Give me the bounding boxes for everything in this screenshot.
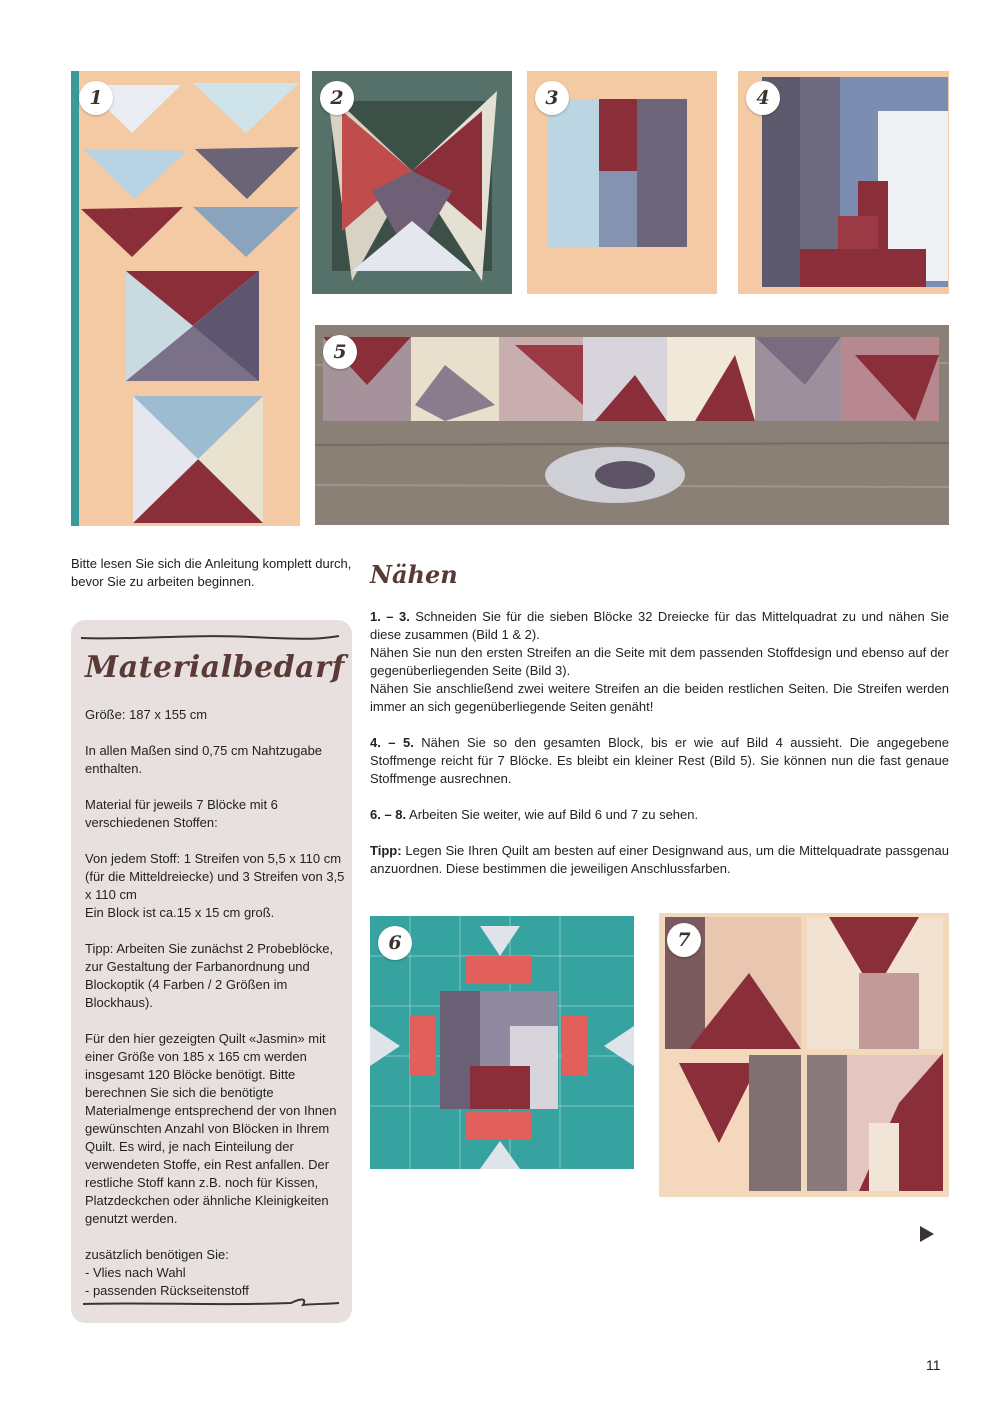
material-paragraph: Von jedem Stoff: 1 Streifen von 5,5 x 110 cm (für die Mitteldreiecke) und 3 Streifen von 3,5 x 110 cm Ein Block ist ca.15 x 15 cm groß.: [85, 851, 345, 920]
tip-label: Tipp:: [370, 843, 402, 858]
photo-2: [312, 71, 512, 294]
material-paragraph: Größe: 187 x 155 cm: [85, 707, 208, 722]
step-label: 1. – 3.: [370, 609, 410, 624]
photo-1-illustration: [71, 71, 300, 526]
step-text: Schneiden Sie für die sieben Blöcke 32 Dreiecke für das Mittelquadrat zu und nähen Sie diese zusammen (Bild 1 & 2).: [370, 609, 949, 642]
bottom-divider: [71, 1292, 352, 1322]
photo-6: [370, 916, 634, 1169]
photo-4: [738, 71, 949, 294]
next-page-arrow-icon[interactable]: [920, 1226, 934, 1242]
step-text: Nähen Sie so den gesamten Block, bis er wie auf Bild 4 aussieht. Die angegebene Stoffmenge reicht für 7 Blöcke. Es bleibt ein kleiner Rest (Bild 5). Sie können nun die fast genaue Stoffmenge ausrechnen.: [370, 735, 950, 786]
naehen-title: Nähen: [370, 560, 458, 589]
material-text: [85, 706, 347, 1318]
photo-5-number: 5: [323, 335, 357, 369]
photo-2-number: 2: [320, 81, 354, 115]
material-paragraph: Material für jeweils 7 Blöcke mit 6 verschiedenen Stoffen:: [85, 797, 278, 830]
material-paragraph: Tipp: Arbeiten Sie zunächst 2 Probeblöcke, zur Gestaltung der Farbanordnung und Blockoptik (4 Farben / 2 Größen im Blockhaus).: [85, 941, 334, 1010]
tip: [370, 842, 949, 878]
step-1-3: [370, 608, 949, 716]
step-4-5: [370, 734, 949, 788]
material-box: [71, 620, 352, 1323]
photo-7-number: 7: [667, 923, 701, 957]
step-label: 4. – 5.: [370, 735, 414, 750]
intro-text: Bitte lesen Sie sich die Anleitung komplett durch, bevor Sie zu arbeiten beginnen.: [71, 556, 352, 589]
material-paragraph: Für den hier gezeigten Quilt «Jasmin» mit einer Größe von 185 x 165 cm werden insgesamt 120 Blöcke benötigt. Bitte berechnen Sie sich die benötigte Materialmenge entsprechend der von Ihnen gewünschten Anzahl von Blöcken in Ihrem Quilt. Es wird, je nach Einteilung der verwendeten Stoffe, ein Rest anfallen. Der restliche Stoff kann z.B. noch für Kissen, Platzdeckchen oder ähnliche Kleinigkeiten genutzt werden.: [85, 1031, 337, 1226]
step-text: Arbeiten Sie weiter, wie auf Bild 6 und 7 zu sehen.: [406, 807, 699, 822]
photo-1-number: 1: [79, 81, 113, 115]
photo-3: [527, 71, 717, 294]
photo-5: [315, 325, 949, 525]
step-6-8: [370, 806, 949, 824]
tip-text: Legen Sie Ihren Quilt am besten auf einer Designwand aus, um die Mittelquadrate passgenau anzuordnen. Diese bestimmen die jeweiligen Anschlussfarben.: [370, 843, 949, 876]
photo-5-illustration: [315, 325, 949, 525]
instructions: [370, 608, 949, 896]
photo-4-number: 4: [746, 81, 780, 115]
photo-1: [71, 71, 300, 526]
page-number: 11: [926, 1357, 941, 1373]
photo-3-number: 3: [535, 81, 569, 115]
material-paragraph: zusätzlich benötigen Sie: - Vlies nach Wahl - passenden Rückseitenstoff: [85, 1247, 249, 1298]
photo-7: [659, 913, 949, 1197]
step-label: 6. – 8.: [370, 807, 407, 822]
step-text: Nähen Sie nun den ersten Streifen an die Seite mit dem passenden Stoffdesign und ebenso auf der gegenüberliegenden Seite (Bild 3).: [370, 645, 949, 678]
step-text: Nähen Sie anschließend zwei weitere Streifen an die beiden restlichen Seiten. Die Streifen werden immer an sich gegenüberliegende Seiten genäht!: [370, 681, 949, 714]
photo-7-illustration: [659, 913, 949, 1197]
photo-6-number: 6: [378, 926, 412, 960]
material-paragraph: In allen Maßen sind 0,75 cm Nahtzugabe enthalten.: [85, 743, 323, 776]
material-title: Materialbedarf: [85, 650, 345, 685]
photo-6-illustration: [370, 916, 634, 1169]
